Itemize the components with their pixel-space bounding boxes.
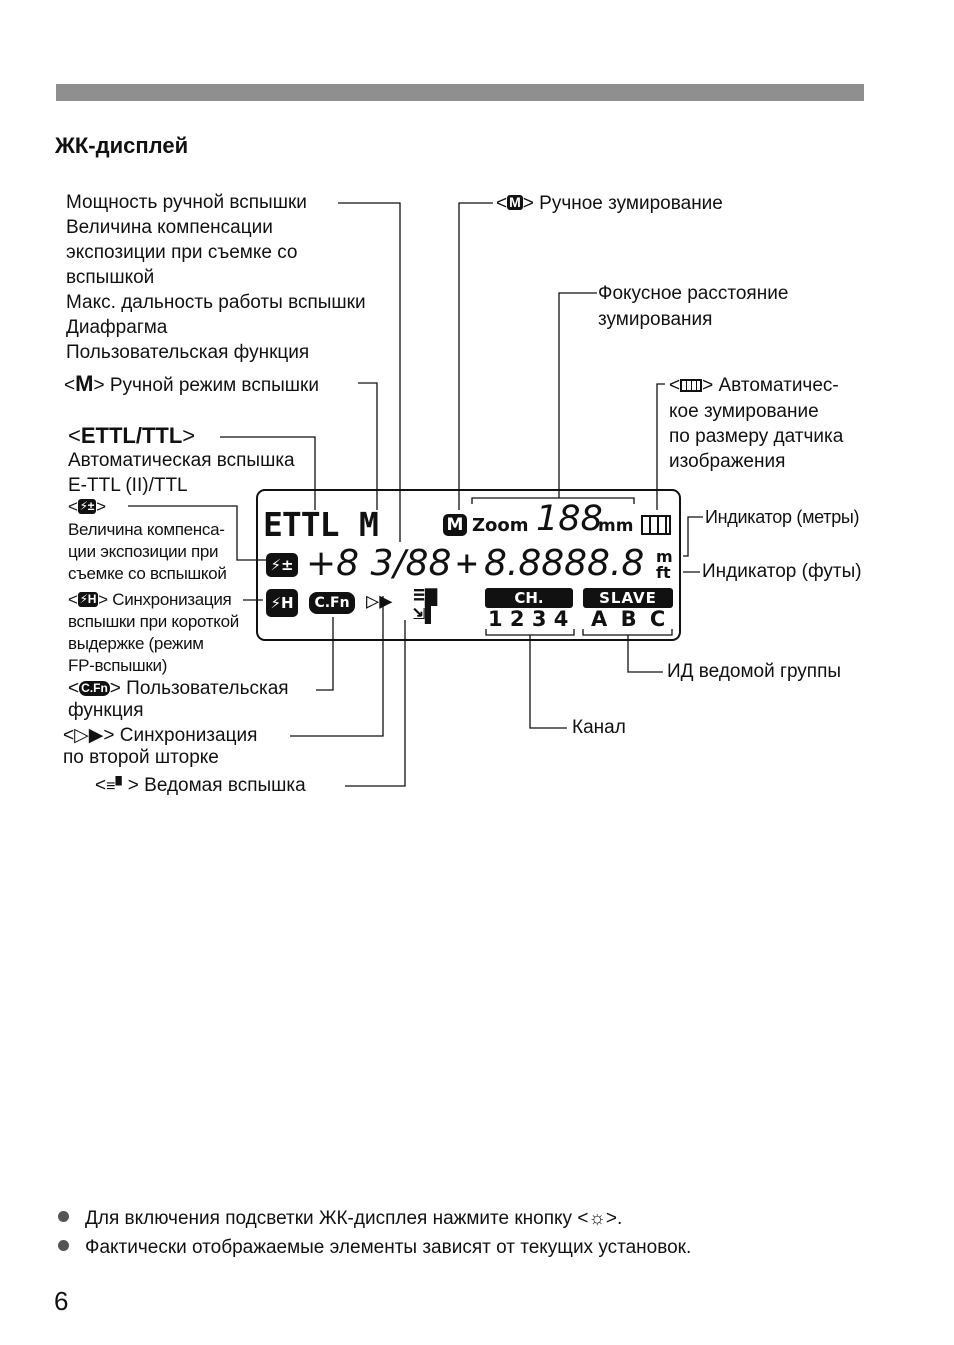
lcd-mm: mm — [598, 516, 634, 536]
light-button-icon: ☼ — [588, 1208, 606, 1229]
lcd-second-curtain-icon: ▷▶ — [366, 589, 393, 614]
label-comp-2: экспозиции при съемке со — [66, 242, 298, 263]
label-auto-zoom-4: изображения — [669, 451, 786, 472]
cfn-icon: C.Fn — [81, 681, 108, 695]
lcd-sensor-frame-icon — [641, 515, 671, 535]
label-ettl-desc-2: E-TTL (II)/TTL — [68, 475, 188, 496]
leader-channel — [530, 635, 567, 728]
note-backlight: Для включения подсветки ЖК-дисплея нажмите кнопку <☼>. — [58, 1208, 622, 1230]
lcd-panel — [256, 489, 681, 641]
lcd-fec-icon: ⚡± — [266, 553, 298, 577]
lcd-meters-unit: m — [656, 547, 673, 566]
label-flash-power: Мощность ручной вспышки — [66, 192, 307, 213]
label-comp-3: вспышкой — [66, 267, 155, 288]
lcd-distance: 8.8888.8 — [484, 543, 645, 584]
label-group-id: ИД ведомой группы — [667, 661, 842, 682]
lcd-ettl: ETTL — [263, 505, 339, 544]
label-second-curtain-2: по второй шторке — [63, 747, 219, 768]
hss-icon: ⚡H — [79, 592, 97, 606]
lcd-zoom-digits: 188 — [536, 499, 603, 539]
lcd-manual-m: M — [359, 505, 379, 544]
label-fec-symbol: < ⚡± > — [68, 497, 106, 516]
label-hss-4: FP-вспышки) — [68, 656, 168, 675]
label-auto-zoom-3: по размеру датчика — [669, 426, 844, 447]
label-manual-zoom: < M > Ручное зумирование — [496, 193, 723, 214]
label-slave: <≡▘> Ведомая вспышка — [95, 775, 306, 796]
lcd-channels: 1 2 3 4 — [488, 607, 569, 631]
bullet-icon — [58, 1211, 69, 1222]
lcd-zoom-m-icon: M — [443, 514, 467, 536]
label-cfn-1: < C.Fn > Пользовательская — [68, 678, 289, 699]
page-title: ЖК-дисплей — [55, 133, 189, 158]
label-ettl-symbol: <ETTL/TTL> — [68, 423, 196, 448]
label-channel: Канал — [572, 717, 626, 738]
label-ettl-desc-1: Автоматическая вспышка — [68, 450, 295, 471]
label-fec-1: Величина компенса- — [68, 520, 225, 539]
note-elements: Фактически отображаемые элементы зависят от текущих установок. — [58, 1237, 691, 1259]
lcd-slave-flash-icon: ≡▆ ⇲▌ — [413, 582, 438, 624]
lcd-ch-label: CH. — [485, 588, 573, 608]
lcd-feet-unit: ft — [656, 563, 671, 582]
lcd-comp-value: +8 3/88 — [306, 543, 452, 584]
label-fec-3: съемке со вспышкой — [68, 564, 227, 583]
lcd-zoom-label: Zoom — [472, 515, 529, 536]
leader-meters — [683, 517, 703, 556]
label-hss-3: выдержке (режим — [68, 634, 204, 653]
label-custom-function: Пользовательская функция — [66, 342, 310, 363]
second-curtain-icon: ▷▶ — [74, 725, 104, 746]
fec-icon: ⚡± — [79, 499, 95, 513]
label-focal-2: зумирования — [598, 309, 713, 330]
label-cfn-2: функция — [68, 700, 144, 721]
sensor-frame-icon — [680, 379, 702, 392]
label-auto-zoom-1: < > Автоматичес- — [669, 375, 839, 396]
label-focal-1: Фокусное расстояние — [598, 283, 789, 304]
lcd-groups: A B C — [591, 607, 669, 631]
bullet-icon — [58, 1240, 69, 1251]
lcd-hss-icon: ⚡H — [266, 589, 298, 617]
leader-focal — [559, 293, 597, 498]
slave-flash-icon: ≡▘ — [106, 778, 128, 795]
label-fec-2: ции экспозиции при — [68, 542, 219, 561]
label-hss-2: вспышки при короткой — [68, 612, 239, 631]
leader-slave — [345, 620, 405, 786]
label-aperture: Диафрагма — [66, 317, 168, 338]
label-manual-mode: <M> Ручной режим вспышки — [64, 371, 319, 396]
lcd-plus-sign: + — [456, 543, 478, 584]
label-max-range: Макс. дальность работы вспышки — [66, 292, 366, 313]
zoom-m-icon: M — [509, 194, 521, 210]
label-hss-1: < ⚡H > Синхронизация — [68, 590, 232, 609]
label-second-curtain-1: <▷▶> Синхронизация — [63, 725, 258, 746]
label-feet: Индикатор (футы) — [702, 561, 862, 582]
lcd-slave-label: SLAVE — [583, 588, 673, 608]
page-number: 6 — [54, 1286, 69, 1316]
lcd-cfn-icon: C.Fn — [309, 592, 355, 614]
label-comp-1: Величина компенсации — [66, 217, 273, 238]
leader-mzoom — [459, 203, 493, 510]
label-meters: Индикатор (метры) — [705, 507, 860, 527]
label-auto-zoom-2: кое зумирование — [669, 401, 819, 422]
